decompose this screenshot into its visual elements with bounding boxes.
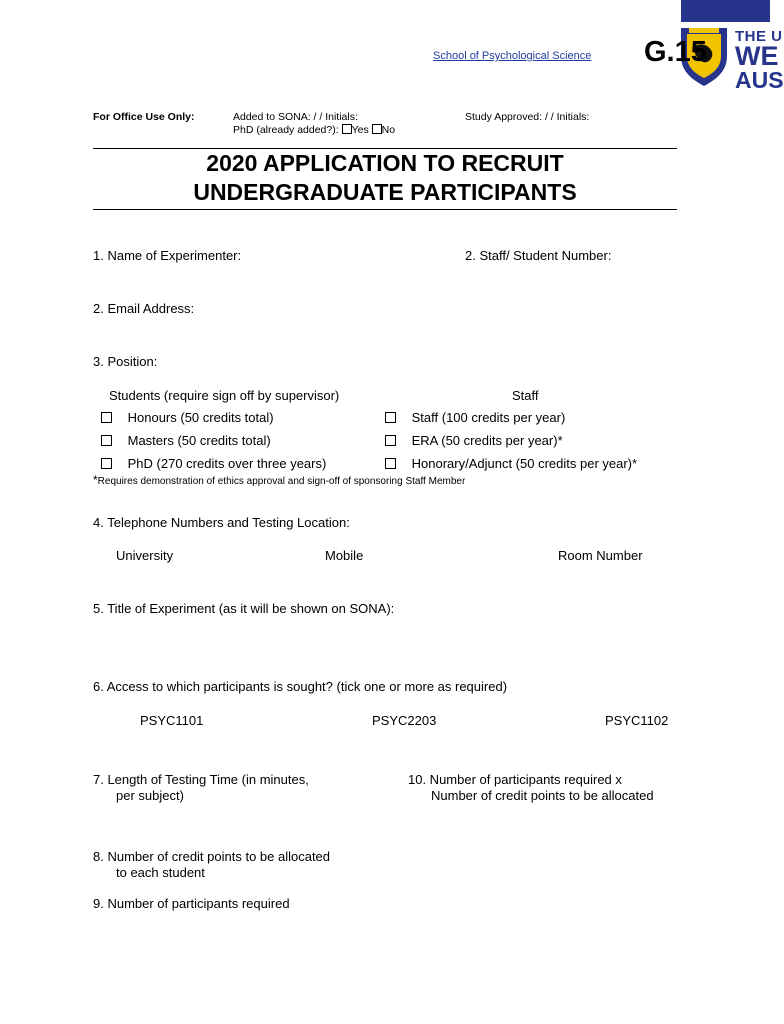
question-credit-points-line2: to each student [116,865,205,880]
study-approved-field: Study Approved: / / Initials: [465,111,590,123]
honours-checkbox[interactable] [101,412,112,423]
title-line-2: UNDERGRADUATE PARTICIPANTS [193,179,577,205]
university-wordmark [735,30,784,92]
option-phd [101,456,326,471]
option-staff [385,410,565,425]
footnote-text: Requires demonstration of ethics approval and sign-off of sponsoring Staff Member [97,476,466,487]
question-experimenter-name: 1. Name of Experimenter: [93,248,242,263]
footnote-asterisk: * [93,473,98,487]
era-checkbox[interactable] [385,435,396,446]
form-code: G.15 [644,36,707,68]
no-label: No [381,124,396,136]
phd-label: PhD (270 credits over three years) [127,456,327,471]
question-testing-time-line2: per subject) [116,788,184,803]
question-email: 2. Email Address: [93,301,195,316]
option-honours [101,410,274,425]
title-line-1: 2020 APPLICATION TO RECRUIT [206,150,564,176]
yes-checkbox[interactable] [342,124,352,134]
psyc1101-label: PSYC1101 [140,713,204,728]
logo-banner [681,0,770,22]
requirements-footnote [93,473,465,487]
title-bottom-rule [93,209,677,210]
question-participants-times-credits-line2: Number of credit points to be allocated [431,788,654,803]
mobile-label: Mobile [325,548,364,563]
honours-label: Honours (50 credits total) [127,410,274,425]
students-header: Students (require sign off by supervisor) [109,388,340,403]
honorary-label: Honorary/Adjunct (50 credits per year)* [411,456,638,471]
room-number-label: Room Number [558,548,643,563]
question-telephone: 4. Telephone Numbers and Testing Location: [93,515,350,530]
psyc2203-label: PSYC2203 [372,713,437,728]
no-checkbox[interactable] [372,124,382,134]
phd-added-row [233,124,395,136]
yes-label: Yes [351,124,369,136]
phd-added-label: PhD (already added?): [233,124,339,136]
honorary-checkbox[interactable] [385,458,396,469]
question-title-of-experiment: 5. Title of Experiment (as it will be shown on SONA): [93,601,395,616]
question-staff-student-number: 2. Staff/ Student Number: [465,248,612,263]
staff-checkbox[interactable] [385,412,396,423]
masters-checkbox[interactable] [101,435,112,446]
logo-line-3: AUS [735,66,784,93]
staff-label: Staff (100 credits per year) [411,410,566,425]
option-honorary [385,456,637,471]
phd-checkbox[interactable] [101,458,112,469]
option-masters [101,433,271,448]
psyc1102-label: PSYC1102 [605,713,669,728]
added-to-sona-field: Added to SONA: / / Initials: [233,111,358,123]
question-participants-required: 9. Number of participants required [93,896,290,911]
option-era [385,433,563,448]
logo-line-1: THE U [735,28,783,45]
question-position: 3. Position: [93,354,158,369]
university-label: University [116,548,174,563]
staff-header: Staff [512,388,539,403]
question-testing-time: 7. Length of Testing Time (in minutes, [93,772,309,787]
era-label: ERA (50 credits per year)* [411,433,563,448]
question-credit-points: 8. Number of credit points to be allocated [93,849,331,864]
masters-label: Masters (50 credits total) [127,433,271,448]
question-participants-times-credits: 10. Number of participants required x [408,772,622,787]
page-title [93,149,677,207]
question-participant-access: 6. Access to which participants is sought? (tick one or more as required) [93,679,508,694]
logo-line-2: WE [735,41,779,72]
school-link[interactable]: School of Psychological Science [433,50,592,62]
office-use-label: For Office Use Only: [93,111,195,123]
